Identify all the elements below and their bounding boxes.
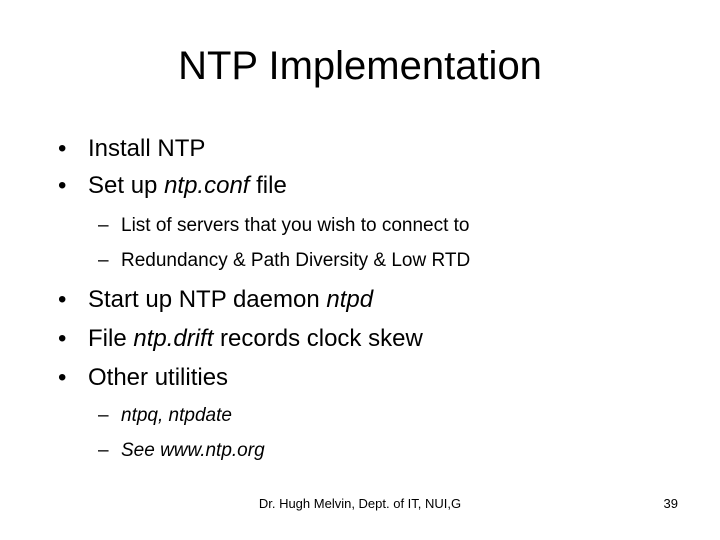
dash-marker: – (98, 440, 109, 461)
filename-emphasis: ntp.drift (133, 325, 214, 352)
bullet-text (88, 325, 423, 353)
slide-footer: Dr. Hugh Melvin, Dept. of IT, NUI,G (258, 496, 462, 511)
bullet-text: Install NTP (88, 135, 206, 162)
bullet-marker: • (58, 364, 67, 391)
subbullet-text: Redundancy & Path Diversity & Low RTD (121, 250, 471, 271)
bullet-marker: • (58, 286, 67, 313)
slide-title: NTP Implementation (178, 44, 542, 88)
text-part: file (249, 172, 287, 199)
text-part: File (88, 325, 134, 352)
bullet-text (88, 286, 373, 314)
filename-emphasis: ntp.conf (164, 172, 250, 199)
bullet-marker: • (58, 172, 67, 199)
text-part: Start up NTP daemon (88, 286, 327, 313)
text-part: Set up (88, 172, 165, 199)
bullet-marker: • (58, 135, 67, 162)
subbullet-text: List of servers that you wish to connect to (121, 215, 470, 236)
subbullet-text: See www.ntp.org (121, 440, 265, 461)
bullet-text (88, 172, 287, 200)
text-part: records clock skew (213, 325, 423, 352)
dash-marker: – (98, 215, 109, 236)
page-number: 39 (663, 496, 678, 511)
bullet-text: Other utilities (88, 364, 229, 391)
bullet-marker: • (58, 325, 67, 352)
dash-marker: – (98, 405, 109, 426)
daemon-emphasis: ntpd (326, 286, 374, 313)
dash-marker: – (98, 250, 109, 271)
subbullet-text: ntpq, ntpdate (121, 405, 232, 426)
